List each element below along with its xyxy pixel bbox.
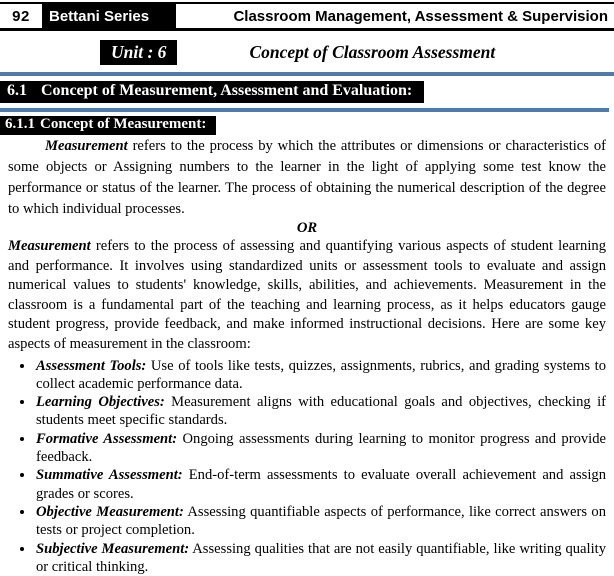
section-6-1-title: Concept of Measurement, Assessment and Evaluation: bbox=[41, 82, 413, 99]
definition-paragraph-1 bbox=[8, 136, 606, 220]
bullet-desc: Use of tools like tests, quizzes, assignments, rubrics, and grading systems to collect academic performance data. bbox=[36, 357, 606, 392]
bullet-term: Subjective Measurement: bbox=[36, 540, 190, 557]
section-6-1-number: 6.1 bbox=[7, 82, 27, 99]
paragraph-1-lead-term: Measurement bbox=[45, 138, 128, 154]
bullet-term: Learning Objectives: bbox=[36, 394, 165, 411]
section-6-1-1-heading-row bbox=[0, 112, 614, 135]
list-item bbox=[35, 357, 606, 394]
section-6-1-1-title: Concept of Measurement: bbox=[40, 116, 207, 132]
paragraph-1-text: refers to the process by which the attributes or dimensions or characteristics of some objects or Assigning numbers to the learner in the light of applying some test know the performance or status of the learner. The process of obtaining the numerical description of the degree to which individual processes. bbox=[8, 138, 606, 217]
section-6-1-heading bbox=[0, 81, 424, 103]
list-item bbox=[35, 466, 606, 503]
paragraph-2-lead-term: Measurement bbox=[8, 238, 91, 254]
definition-paragraph-2 bbox=[8, 237, 606, 355]
page-header bbox=[0, 2, 614, 31]
section-6-1-1-heading bbox=[0, 116, 216, 135]
bullet-desc: Assessing qualities that are not easily quantifiable, like writing quality or critical thinking. bbox=[36, 540, 606, 575]
bullet-term: Summative Assessment: bbox=[36, 467, 183, 484]
paragraph-2-text: refers to the process of assessing and quantifying various aspects of student learning and performance. It involves using standardized units or assessment tools to evaluate and assign numerical values to students' knowledge, skills, abilities, and achievements. Measurement in the classroom is a fundamental part of the teaching and learning process, as it helps educators gauge student progress, provide feedback, and make informed instructional decisions. Here are some key aspects of measurement in the classroom: bbox=[8, 238, 606, 352]
unit-banner bbox=[0, 39, 614, 66]
list-item bbox=[35, 393, 606, 430]
book-title: Classroom Management, Assessment & Supervision bbox=[233, 7, 608, 25]
section-6-1-1-number: 6.1.1 bbox=[5, 116, 35, 132]
bullet-term: Formative Assessment: bbox=[36, 430, 178, 447]
bullet-desc: Measurement aligns with educational goals and objectives, checking if students meet specific standards. bbox=[36, 394, 606, 429]
or-divider: OR bbox=[296, 220, 318, 236]
series-label: Bettani Series bbox=[42, 4, 176, 28]
key-aspects-list bbox=[0, 357, 606, 576]
list-item bbox=[35, 430, 606, 467]
section-6-1-heading-row bbox=[0, 76, 614, 103]
bullet-desc: Assessing quantifiable aspects of performance, like correct answers on tests or project completion. bbox=[36, 503, 607, 539]
bullet-term: Objective Measurement: bbox=[36, 503, 184, 520]
list-item bbox=[35, 540, 606, 576]
page-number: 92 bbox=[12, 7, 30, 25]
list-item bbox=[35, 503, 606, 540]
unit-title: Concept of Classroom Assessment bbox=[249, 42, 496, 62]
bullet-term: Assessment Tools: bbox=[36, 357, 147, 374]
bullet-desc: End-of-term assessments to evaluate overall achievement and assign grades or scores. bbox=[36, 467, 606, 502]
unit-label: Unit : 6 bbox=[100, 40, 177, 65]
bullet-desc: Ongoing assessments during learning to monitor progress and provide feedback. bbox=[36, 430, 606, 466]
book-page bbox=[0, 2, 614, 575]
